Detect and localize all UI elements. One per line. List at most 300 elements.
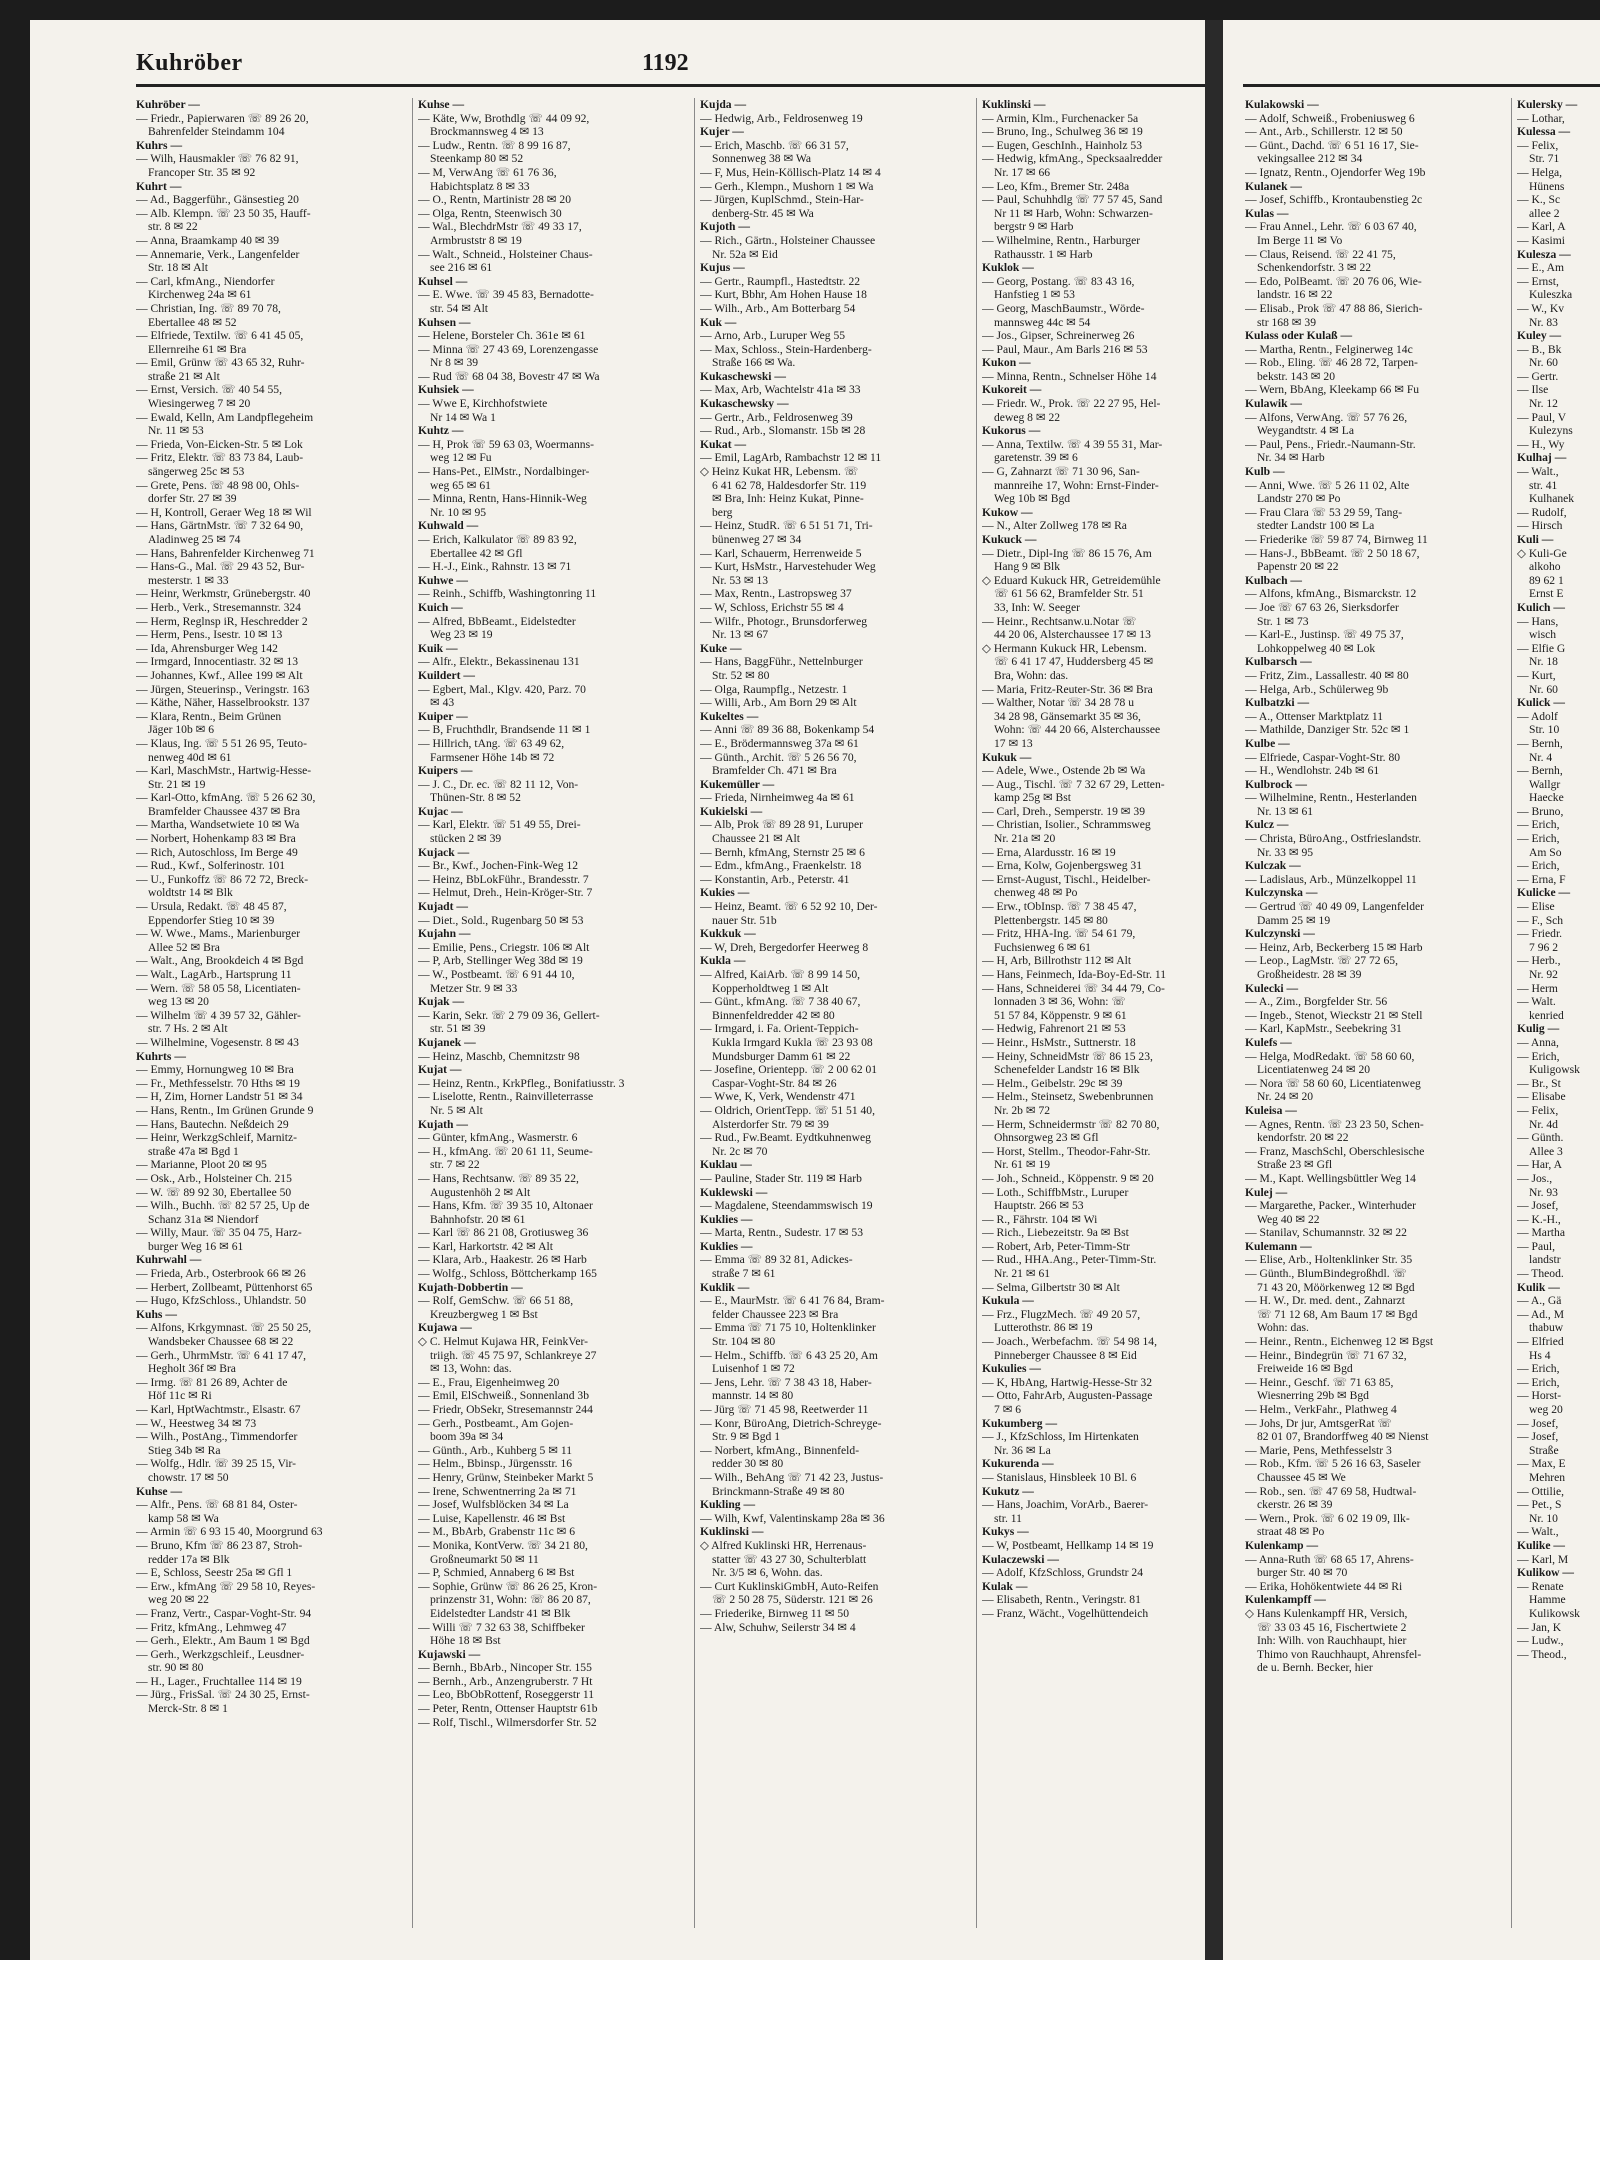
- directory-line: Weg 40 ✉ 22: [1257, 1212, 1320, 1226]
- directory-line: — Erw., kfmAng ☏ 29 58 10, Reyes-: [136, 1579, 316, 1593]
- directory-line: — Josefine, Orientepp. ☏ 2 00 62 01: [700, 1063, 878, 1077]
- directory-line: Freiweide 16 ✉ Bgd: [1257, 1362, 1353, 1376]
- directory-line: Eppendorfer Stieg 10 ✉ 39: [148, 913, 275, 927]
- directory-line: berg: [712, 505, 733, 519]
- directory-line: — Felix,: [1517, 138, 1559, 152]
- directory-line: — Günth., Arb., Kuhberg 5 ✉ 11: [418, 1443, 572, 1457]
- directory-line: — Elisabe: [1517, 1090, 1566, 1104]
- directory-line: — Kurt, Bbhr, Am Hohen Hause 18: [700, 288, 867, 302]
- directory-line: — Marianne, Ploot 20 ✉ 95: [136, 1158, 267, 1172]
- directory-line: — Friedr., Papierwaren ☏ 89 26 20,: [136, 111, 309, 125]
- directory-line: — Adolf, Schweiß., Frobeniusweg 6: [1245, 111, 1415, 125]
- directory-line: — Luise, Kapellenstr. 46 ✉ Bst: [418, 1511, 566, 1525]
- directory-line: Allee 52 ✉ Bra: [148, 940, 220, 954]
- directory-line: — Wilh, Kwf, Valentinskamp 28a ✉ 36: [700, 1511, 885, 1525]
- directory-line: Kulenkamp —: [1245, 1538, 1319, 1552]
- directory-line: — Max, Rentn., Lastropsweg 37: [700, 587, 852, 601]
- directory-line: — Karl ☏ 86 21 08, Grotiusweg 36: [418, 1226, 589, 1240]
- directory-line: Steenkamp 80 ✉ 52: [430, 152, 524, 166]
- directory-line: — F, Mus, Hein-Köllisch-Platz 14 ✉ 4: [700, 165, 881, 179]
- directory-line: Kulbach —: [1245, 573, 1303, 587]
- directory-line: — Paul,: [1517, 1239, 1556, 1253]
- directory-line: Kulbatzki —: [1245, 696, 1310, 710]
- directory-line: Jäger 10b ✉ 6: [148, 723, 215, 737]
- directory-line: weg 12 ✉ Fu: [430, 451, 492, 465]
- directory-line: — Frieda, Von-Eicken-Str. 5 ✉ Lok: [136, 437, 303, 451]
- directory-line: Kuildert —: [418, 668, 476, 682]
- directory-line: Kujath-Dobbertin —: [418, 1280, 523, 1294]
- directory-line: — Georg, Postang. ☏ 83 43 16,: [982, 274, 1135, 288]
- directory-line: weg 20: [1529, 1403, 1563, 1416]
- directory-line: Kukemüller —: [700, 777, 775, 791]
- directory-line: Bra, Wohn: das.: [994, 668, 1069, 682]
- directory-line: Bramfelder Chaussee 437 ✉ Bra: [148, 804, 301, 818]
- directory-line: — Frieda, Nirnheimweg 4a ✉ 61: [700, 791, 855, 805]
- directory-line: — Fritz, Zim., Lassallestr. 40 ✉ 80: [1245, 668, 1409, 682]
- directory-line: — Bruno,: [1517, 804, 1564, 818]
- directory-line: Nr. 13 ✉ 61: [1257, 804, 1314, 818]
- directory-line: nauer Str. 51b: [712, 913, 777, 927]
- directory-line: Nr. 13 ✉ 67: [712, 628, 769, 642]
- directory-line: Inh: Wilh. von Rauchhaupt, hier: [1257, 1634, 1407, 1648]
- directory-line: Kulick —: [1517, 696, 1565, 710]
- directory-line: Kujer —: [700, 125, 744, 139]
- directory-line: — Günth.: [1517, 1131, 1564, 1145]
- directory-line: — E., Am: [1517, 261, 1565, 275]
- directory-line: Fuchsienweg 6 ✉ 61: [994, 940, 1091, 954]
- running-head: Kuhröber: [136, 50, 243, 76]
- directory-line: Damm 25 ✉ 19: [1257, 913, 1331, 927]
- directory-line: Kulikow —: [1517, 1566, 1575, 1580]
- directory-line: Ellernreihe 61 ✉ Bra: [148, 342, 247, 356]
- directory-line: Kuhs —: [136, 1307, 177, 1321]
- directory-line: — Ewald, Kelln, Am Landpflegeheim: [136, 410, 314, 424]
- directory-line: ☏ 6 41 17 47, Huddersberg 45 ✉: [994, 655, 1154, 669]
- directory-line: Kukuk —: [982, 750, 1032, 764]
- directory-line: Kulczynski —: [1245, 927, 1315, 941]
- directory-line: — H, Kontroll, Geraer Weg 18 ✉ Wil: [136, 505, 312, 519]
- directory-line: — Jürgen, KuplSchmd., Stein-Har-: [700, 193, 864, 207]
- directory-line: — Jürgen, Steuerinsp., Veringstr. 163: [136, 682, 310, 696]
- directory-line: Kukys —: [982, 1525, 1029, 1539]
- directory-line: str. 7 Hs. 2 ✉ Alt: [148, 1022, 228, 1036]
- directory-line: — Willi, Arb., Am Born 29 ✉ Alt: [700, 696, 857, 710]
- directory-line: bekstr. 143 ✉ 20: [1257, 369, 1335, 383]
- directory-line: — Hillrich, tAng. ☏ 63 49 62,: [418, 736, 565, 750]
- directory-line: weg 65 ✉ 61: [430, 478, 491, 492]
- directory-line: Kuhse —: [418, 98, 465, 111]
- directory-line: Hs 4: [1529, 1348, 1551, 1362]
- directory-line: Straße 23 ✉ Gfl: [1257, 1158, 1333, 1172]
- directory-line: — E., MaurMstr. ☏ 6 41 76 84, Bram-: [700, 1294, 885, 1308]
- directory-line: — Erich,: [1517, 859, 1560, 873]
- directory-line: Kulczak —: [1245, 859, 1301, 873]
- directory-line: — Irmgard, Innocentiastr. 32 ✉ 13: [136, 655, 299, 669]
- directory-line: Francoper Str. 35 ✉ 92: [148, 165, 256, 179]
- directory-line: — Leop., LagMstr. ☏ 27 72 65,: [1245, 954, 1398, 968]
- directory-line: Kuleszka: [1529, 288, 1573, 302]
- directory-line: — Max, Arb, Wachtelstr 41a ✉ 33: [700, 383, 861, 397]
- directory-line: Allee 3: [1529, 1144, 1563, 1158]
- directory-line: — Helm., Bbinsp., Jürgensstr. 16: [418, 1457, 573, 1471]
- directory-line: — Franz, Wächt., Vogelhüttendeich: [982, 1606, 1149, 1620]
- directory-line: see 216 ✉ 61: [430, 261, 493, 275]
- directory-line: Papenstr 20 ✉ 22: [1257, 560, 1339, 574]
- directory-line: Str. 104 ✉ 80: [712, 1335, 776, 1349]
- directory-line: Str. 52 ✉ 80: [712, 668, 770, 682]
- column-divider: [412, 98, 413, 1928]
- directory-line: — Henry, Grünw, Steinbeker Markt 5: [418, 1470, 594, 1484]
- directory-line: — Walt., Ang, Brookdeich 4 ✉ Bgd: [136, 954, 304, 968]
- directory-line: — Erw., tObInsp. ☏ 7 38 45 47,: [982, 900, 1137, 914]
- directory-line: — Kasimi: [1517, 233, 1565, 247]
- directory-line: — Klara, Rentn., Beim Grünen: [136, 709, 282, 723]
- directory-line: — Marie, Pens, Methfesselstr 3: [1245, 1443, 1392, 1457]
- directory-line: — Frau Clara ☏ 53 29 59, Tang-: [1245, 505, 1403, 519]
- directory-line: — Br., St: [1517, 1076, 1561, 1090]
- directory-line: ◇ Hans Kulenkampff HR, Versich,: [1245, 1606, 1408, 1620]
- column-divider: [694, 98, 695, 1928]
- directory-line: — Hans, GärtnMstr. ☏ 7 32 64 90,: [136, 519, 304, 533]
- directory-line: — Minna ☏ 27 43 69, Lorenzengasse: [418, 342, 599, 356]
- directory-line: Großheidestr. 28 ✉ 39: [1257, 968, 1362, 981]
- directory-line: — O., Rentn, Martinistr 28 ✉ 20: [418, 193, 572, 207]
- directory-line: — Eugen, GeschInh., Hainholz 53: [982, 138, 1143, 152]
- directory-line: — J., KfzSchloss, Im Hirtenkaten: [982, 1430, 1139, 1444]
- directory-line: Licentiatenweg 24 ✉ 20: [1257, 1063, 1371, 1077]
- directory-line: Kulenkampff —: [1245, 1593, 1326, 1607]
- directory-line: str. 54 ✉ Alt: [430, 301, 489, 315]
- directory-line: Luisenhof 1 ✉ 72: [712, 1362, 795, 1376]
- directory-line: — Martha: [1517, 1226, 1565, 1240]
- directory-line: Kuligowsk: [1529, 1063, 1580, 1077]
- directory-line: — Alfred, KaiArb. ☏ 8 99 14 50,: [700, 968, 861, 981]
- directory-line: Chaussee 45 ✉ We: [1257, 1470, 1346, 1484]
- directory-line: — H. W., Dr. med. dent., Zahnarzt: [1245, 1294, 1406, 1308]
- directory-line: Hang 9 ✉ Blk: [994, 560, 1061, 574]
- directory-line: Kulass oder Kulaß —: [1245, 329, 1353, 343]
- directory-line: Kujac —: [418, 804, 463, 818]
- directory-line: — H., Wendlohstr. 24b ✉ 61: [1245, 764, 1380, 778]
- directory-line: — Wern, BbAng, Kleekamp 66 ✉ Fu: [1245, 383, 1420, 397]
- directory-line: Metzer Str. 9 ✉ 33: [430, 981, 518, 995]
- directory-line: — Alb, Prok ☏ 89 28 91, Luruper: [700, 818, 863, 832]
- directory-line: — Leo, BbObRottenf, Roseggerstr 11: [418, 1688, 595, 1702]
- directory-line: chenweg 48 ✉ Po: [994, 886, 1078, 900]
- directory-line: — Walt.,: [1517, 1525, 1559, 1539]
- directory-line: Kukla —: [700, 954, 746, 968]
- directory-line: Bramfelder Ch. 471 ✉ Bra: [712, 764, 837, 778]
- directory-line: — Martha, Wandsetwiete 10 ✉ Wa: [136, 818, 300, 832]
- directory-line: Kulb —: [1245, 465, 1285, 479]
- directory-line: Kukulies —: [982, 1362, 1041, 1376]
- directory-line: — Helga, ModRedakt. ☏ 58 60 60,: [1245, 1049, 1415, 1063]
- directory-line: — Heinr., Bindegrün ☏ 71 67 32,: [1245, 1348, 1407, 1362]
- directory-line: 7 96 2: [1529, 940, 1558, 954]
- directory-line: — Renate: [1517, 1579, 1564, 1593]
- directory-line: — Agnes, Rentn. ☏ 23 23 50, Schen-: [1245, 1117, 1424, 1131]
- directory-line: Merck-Str. 8 ✉ 1: [148, 1702, 228, 1716]
- directory-line: — Hans,: [1517, 614, 1559, 628]
- directory-line: — Frau Annel., Lehr. ☏ 6 03 67 40,: [1245, 220, 1417, 234]
- directory-line: mesterstr. 1 ✉ 33: [148, 573, 229, 587]
- directory-line: Kuich —: [418, 600, 463, 614]
- directory-line: — Wolfg., Schloss, Böttcherkamp 165: [418, 1267, 597, 1281]
- directory-line: Binnenfeldredder 42 ✉ 80: [712, 1008, 835, 1022]
- directory-line: — Karl, A: [1517, 220, 1566, 234]
- directory-line: — Heinr., HsMstr., Suttnerstr. 18: [982, 1035, 1136, 1049]
- directory-line: mannreihe 17, Wohn: Ernst-Finder-: [994, 478, 1159, 492]
- directory-line: — Har, A: [1517, 1158, 1562, 1172]
- directory-line: Nr 14 ✉ Wa 1: [430, 410, 496, 424]
- directory-line: Kujack —: [418, 845, 470, 859]
- directory-line: Kuklies —: [700, 1212, 753, 1226]
- directory-line: Kuleisa —: [1245, 1103, 1297, 1117]
- directory-line: — Rob., Eling. ☏ 46 28 72, Tarpen-: [1245, 356, 1418, 370]
- directory-line: burger Weg 16 ✉ 61: [148, 1239, 244, 1253]
- column-1: [136, 98, 406, 1930]
- directory-line: Kuiper —: [418, 709, 468, 723]
- directory-line: — F., Sch: [1517, 913, 1564, 927]
- directory-line: — Emmy, Hornungweg 10 ✉ Bra: [136, 1063, 294, 1077]
- directory-line: — Max, Schloss., Stein-Hardenberg-: [700, 342, 872, 356]
- directory-line: str. 90 ✉ 80: [148, 1661, 204, 1675]
- directory-line: — Wilh., Buchh. ☏ 82 57 25, Up de: [136, 1199, 310, 1213]
- directory-line: Kukaschewsky —: [700, 397, 789, 411]
- directory-line: — Wilhelmine, Rentn., Harburger: [982, 233, 1141, 247]
- directory-line: — Erika, Hohökentwiete 44 ✉ Ri: [1245, 1579, 1403, 1593]
- directory-line: — G, Zahnarzt ☏ 71 30 96, San-: [982, 465, 1140, 479]
- directory-line: 6 41 62 78, Haldesdorfer Str. 119: [712, 478, 867, 492]
- directory-line: Hegholt 36f ✉ Bra: [148, 1362, 236, 1376]
- directory-line: Kulikowsk: [1529, 1606, 1580, 1620]
- directory-line: — Rob., Kfm. ☏ 5 26 16 63, Saseler: [1245, 1457, 1421, 1471]
- directory-line: Kuhrs —: [136, 138, 183, 152]
- directory-line: Kuklinski —: [700, 1525, 764, 1539]
- directory-line: Kukon —: [982, 356, 1031, 370]
- directory-line: Sonnenweg 38 ✉ Wa: [712, 152, 812, 166]
- directory-line: — Gerh., Klempn., Mushorn 1 ✉ Wa: [700, 179, 874, 193]
- directory-line: Kujawski —: [418, 1647, 481, 1661]
- directory-line: — Kurt, HsMstr., Harvestehuder Weg: [700, 560, 876, 574]
- directory-line: — Emil, ElSchweiß., Sonnenland 3b: [418, 1389, 589, 1403]
- directory-line: — Helm., VerkFahr., Plathweg 4: [1245, 1403, 1397, 1416]
- directory-line: garetenstr. 39 ✉ 6: [994, 451, 1078, 465]
- directory-line: — Hans, Rechtsanw. ☏ 89 35 22,: [418, 1171, 579, 1185]
- directory-line: Nr. 36 ✉ La: [994, 1443, 1051, 1457]
- directory-line: — Wilhelmine, Vogesenstr. 8 ✉ 43: [136, 1035, 299, 1049]
- directory-line: ☏ 2 50 28 75, Süderstr. 121 ✉ 26: [712, 1593, 873, 1607]
- directory-line: Rathausstr. 1 ✉ Harb: [994, 247, 1093, 261]
- directory-line: Bahnhofstr. 20 ✉ 61: [430, 1212, 526, 1226]
- directory-line: Kukkuk —: [700, 927, 756, 941]
- directory-line: — Karl-E., Justinsp. ☏ 49 75 37,: [1245, 628, 1404, 642]
- directory-line: 89 62 1: [1529, 573, 1564, 587]
- directory-line: Nr. 24 ✉ 20: [1257, 1090, 1314, 1104]
- directory-line: mannstr. 14 ✉ 80: [712, 1389, 794, 1403]
- directory-line: ☏ 33 03 45 16, Fischertwiete 2: [1257, 1620, 1407, 1634]
- directory-line: — Wern., Prok. ☏ 6 02 19 09, Ilk-: [1245, 1511, 1410, 1525]
- directory-line: — Karl, Harkortstr. 42 ✉ Alt: [418, 1239, 553, 1253]
- directory-line: straat 48 ✉ Po: [1257, 1525, 1325, 1539]
- directory-line: Habichtsplatz 8 ✉ 33: [430, 179, 530, 193]
- directory-line: — Erich,: [1517, 1375, 1560, 1389]
- directory-line: — Gertr., Arb., Feldrosenweg 39: [700, 410, 853, 424]
- directory-line: — Edo, PolBeamt. ☏ 20 76 06, Wie-: [1245, 274, 1422, 288]
- directory-line: — Br., Kwf., Jochen-Fink-Weg 12: [418, 859, 579, 873]
- directory-line: Nr. 53 ✉ 13: [712, 573, 769, 587]
- directory-line: Kukat —: [700, 437, 747, 451]
- directory-line: landstr. 16 ✉ 22: [1257, 288, 1333, 302]
- directory-line: — Norbert, kfmAng., Binnenfeld-: [700, 1443, 860, 1457]
- directory-line: — Hirsch: [1517, 519, 1563, 533]
- directory-line: Str. 71: [1529, 152, 1560, 166]
- directory-line: — W, Dreh, Bergedorfer Heerweg 8: [700, 940, 869, 954]
- directory-line: — Pet., S: [1517, 1498, 1562, 1512]
- directory-line: Kujahn —: [418, 927, 471, 941]
- directory-line: straße 7 ✉ 61: [712, 1267, 776, 1281]
- directory-line: Aladinweg 25 ✉ 74: [148, 533, 241, 546]
- directory-line: Nr. 5 ✉ Alt: [430, 1103, 483, 1117]
- directory-line: Nr 11 ✉ Harb, Wohn: Schwarzen-: [994, 206, 1153, 220]
- directory-line: — A., Gä: [1517, 1294, 1562, 1308]
- directory-line: Str. 1 ✉ 73: [1257, 614, 1309, 628]
- directory-line: — Ludw., Rentn. ☏ 8 99 16 87,: [418, 138, 571, 152]
- directory-line: Nr. 21a ✉ 20: [994, 832, 1056, 846]
- directory-line: — Otto, FahrArb, Augusten-Passage: [982, 1389, 1153, 1403]
- directory-line: — Joach., Werbefachm. ☏ 54 98 14,: [982, 1335, 1157, 1349]
- directory-line: Straße: [1529, 1443, 1559, 1457]
- directory-line: — Heinz, BbLokFühr., Brandesstr. 7: [418, 872, 589, 886]
- directory-line: — Adolf: [1517, 709, 1558, 723]
- directory-line: — Felix,: [1517, 1103, 1559, 1117]
- directory-line: — Alfred, BbBeamt., Eidelstedter: [418, 614, 576, 628]
- directory-line: — M., Kapt. Wellingsbüttler Weg 14: [1245, 1171, 1416, 1185]
- directory-line: ◇ Alfred Kuklinski HR, Herrenaus-: [700, 1538, 867, 1552]
- directory-line: — Mathilde, Danziger Str. 52c ✉ 1: [1245, 723, 1410, 737]
- directory-line: — Friederike, Birnweg 11 ✉ 50: [700, 1606, 850, 1620]
- directory-line: Nr. 2c ✉ 70: [712, 1144, 768, 1158]
- directory-line: — Ilse: [1517, 383, 1549, 397]
- directory-line: Kukaschewski —: [700, 369, 787, 383]
- directory-line: Bahrenfelder Steindamm 104: [148, 125, 285, 139]
- directory-line: — Rud., Arb., Slomanstr. 15b ✉ 28: [700, 424, 866, 438]
- directory-line: Ebertallee 48 ✉ 52: [148, 315, 237, 329]
- directory-line: Kuhrts —: [136, 1049, 186, 1063]
- directory-line: Kulik —: [1517, 1280, 1560, 1294]
- directory-line: Nr. 60: [1529, 682, 1558, 696]
- directory-line: — Herb., Verk., Stresemannstr. 324: [136, 600, 301, 614]
- directory-line: — Ignatz, Rentn., Ojendorfer Weg 19b: [1245, 165, 1426, 179]
- page-header: [30, 20, 1235, 90]
- directory-line: — Erich, Kalkulator ☏ 89 83 92,: [418, 533, 577, 546]
- directory-line: — Herm: [1517, 981, 1558, 995]
- directory-line: Schenefelder Landstr 16 ✉ Blk: [994, 1063, 1140, 1077]
- directory-line: Kukutz —: [982, 1484, 1034, 1498]
- directory-line: — Annemarie, Verk., Langenfelder: [136, 247, 300, 261]
- directory-line: — M., BbArb, Grabenstr 11c ✉ 6: [418, 1525, 576, 1539]
- directory-line: — Monika, KontVerw. ☏ 34 21 80,: [418, 1538, 588, 1552]
- directory-line: Chaussee 21 ✉ Alt: [712, 832, 800, 846]
- directory-line: Kujawa —: [418, 1321, 472, 1335]
- directory-line: — Wal., BlechdrMstr ☏ 49 33 17,: [418, 220, 582, 234]
- directory-line: Kuli —: [1517, 533, 1554, 546]
- directory-line: — Liselotte, Rentn., Rainvilleterrasse: [418, 1090, 594, 1104]
- directory-line: — Paul, Schuhhdlg ☏ 77 57 45, Sand: [982, 193, 1163, 207]
- directory-line: Ohnsorgweg 23 ✉ Gfl: [994, 1131, 1099, 1145]
- directory-line: — Max, E: [1517, 1457, 1566, 1471]
- directory-line: — Hans, Kfm. ☏ 39 35 10, Altonaer: [418, 1199, 593, 1213]
- directory-line: Kuhwe —: [418, 573, 468, 587]
- directory-line: — Josef,: [1517, 1416, 1559, 1430]
- directory-line: Höhe 18 ✉ Bst: [430, 1634, 501, 1648]
- directory-line: — Carl, Dreh., Semperstr. 19 ✉ 39: [982, 804, 1145, 818]
- directory-line: Augustenhöh 2 ✉ Alt: [430, 1185, 531, 1199]
- directory-line: Kulcz —: [1245, 818, 1289, 832]
- directory-line: Kulbarsch —: [1245, 655, 1312, 669]
- directory-line: — Heinz, Arb, Beckerberg 15 ✉ Harb: [1245, 940, 1423, 954]
- directory-line: Lohkoppelweg 40 ✉ Lok: [1257, 641, 1376, 655]
- directory-line: — Heinr., Geschf. ☏ 71 63 85,: [1245, 1375, 1394, 1389]
- directory-line: Kuhwald —: [418, 519, 479, 533]
- directory-line: Nr. 52a ✉ Eid: [712, 247, 778, 261]
- directory-line: Alsterdorfer Str. 79 ✉ 39: [712, 1117, 829, 1131]
- directory-line: Kujak —: [418, 995, 465, 1009]
- directory-line: Kulhaj —: [1517, 451, 1567, 465]
- directory-line: Hamme: [1529, 1593, 1566, 1607]
- directory-line: de u. Bernh. Becker, hier: [1257, 1661, 1373, 1675]
- directory-line: — Friederike ☏ 59 87 74, Birnweg 11: [1245, 533, 1428, 546]
- directory-line: — Erich,: [1517, 1362, 1560, 1376]
- directory-line: Kuklok —: [982, 261, 1034, 275]
- directory-line: Nr. 17 ✉ 66: [994, 165, 1051, 179]
- directory-line: Kulaczewski —: [982, 1552, 1059, 1566]
- directory-line: Str. 10: [1529, 723, 1560, 737]
- directory-line: weg 13 ✉ 20: [148, 995, 209, 1009]
- directory-line: Kukow —: [982, 505, 1033, 519]
- directory-line: — Bernh., BbArb., Nincoper Str. 155: [418, 1661, 592, 1675]
- directory-line: — Joh., Schneid., Köppenstr. 9 ✉ 20: [982, 1171, 1154, 1185]
- directory-line: Kulig —: [1517, 1022, 1560, 1036]
- directory-line: straße 21 ✉ Alt: [148, 369, 220, 383]
- directory-line: Kulbrock —: [1245, 777, 1307, 791]
- directory-line: — Günt., Dachd. ☏ 6 51 16 17, Sie-: [1245, 138, 1419, 152]
- directory-line: — Gertrud ☏ 40 49 09, Langenfelder: [1245, 900, 1425, 914]
- directory-line: — M, VerwAng ☏ 61 76 36,: [418, 165, 557, 179]
- directory-line: — Käte, Ww, Brothdlg ☏ 44 09 92,: [418, 111, 590, 125]
- directory-line: — Wilh., Arb., Am Botterbarg 54: [700, 301, 856, 315]
- directory-line: Kukla Irmgard Kukla ☏ 23 93 08: [712, 1035, 873, 1049]
- directory-line: Mehren: [1529, 1470, 1566, 1484]
- directory-line: — H., Lager., Fruchtallee 114 ✉ 19: [136, 1674, 302, 1688]
- directory-line: — Heinz, Maschb, Chemnitzstr 98: [418, 1049, 580, 1063]
- directory-line: Brinckmann-Straße 49 ✉ 80: [712, 1484, 845, 1498]
- directory-line: — Alw, Schuhw, Seilerstr 34 ✉ 4: [700, 1620, 856, 1634]
- directory-line: — Walther, Notar ☏ 34 28 78 u: [982, 696, 1134, 710]
- directory-line: — Rud., Kwf., Solferinostr. 101: [136, 859, 286, 873]
- directory-line: Kujus —: [700, 261, 745, 275]
- directory-line: Ebertallee 42 ✉ Gfl: [430, 546, 523, 560]
- directory-line: 71 43 20, Möörkenweg 12 ✉ Bgd: [1257, 1280, 1415, 1294]
- directory-line: — Wwe E, Kirchhofstwiete: [418, 397, 548, 411]
- directory-line: — Helga,: [1517, 165, 1563, 179]
- directory-line: — Franz, Vertr., Caspar-Voght-Str. 94: [136, 1606, 312, 1620]
- directory-line: — E., Frau, Eigenheimweg 20: [418, 1375, 560, 1389]
- directory-line: Kopperholdtweg 1 ✉ Alt: [712, 981, 829, 995]
- directory-line: — Elise: [1517, 900, 1555, 914]
- directory-line: — Ernst, Versich. ☏ 40 54 55,: [136, 383, 282, 397]
- directory-line: — Hans-J., BbBeamt. ☏ 2 50 18 67,: [1245, 546, 1420, 560]
